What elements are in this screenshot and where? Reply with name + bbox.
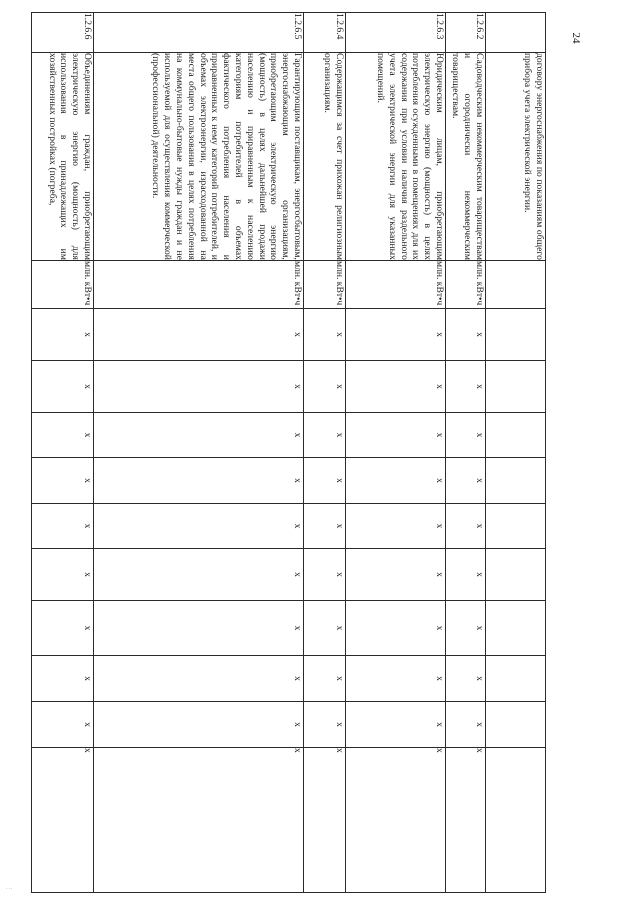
cell-mark: x: [304, 458, 346, 504]
cell-mark: x: [304, 309, 346, 361]
cell-mark: x: [94, 549, 304, 601]
cell-mark: x: [32, 458, 94, 504]
cell-mark: x: [346, 656, 446, 702]
cell-mark: x: [32, 504, 94, 549]
table-row: [446, 13, 486, 893]
cell-mark: x: [32, 656, 94, 702]
cell-mark: [486, 656, 546, 702]
cell-mark: x: [446, 702, 486, 748]
row-code: 1.2.6.6: [32, 13, 94, 53]
cell-mark: x: [446, 748, 486, 893]
cell-mark: x: [446, 656, 486, 702]
cell-mark: x: [446, 504, 486, 549]
cell-mark: [486, 309, 546, 361]
cell-mark: x: [346, 309, 446, 361]
cell-mark: x: [304, 601, 346, 656]
row-unit: млн. кВт•ч: [32, 261, 94, 309]
cell-mark: x: [32, 361, 94, 413]
cell-mark: [486, 549, 546, 601]
cell-mark: [486, 504, 546, 549]
cell-mark: x: [346, 413, 446, 458]
cell-mark: x: [94, 656, 304, 702]
cell-mark: x: [446, 413, 486, 458]
cell-mark: x: [304, 504, 346, 549]
cell-mark: x: [304, 656, 346, 702]
cell-mark: x: [304, 748, 346, 893]
cell-mark: [486, 413, 546, 458]
row-code: 1.2.6.2: [446, 13, 486, 53]
cell-mark: x: [304, 549, 346, 601]
cell-mark: x: [32, 413, 94, 458]
row-code: 1.2.6.5: [94, 13, 304, 53]
cell-mark: [486, 458, 546, 504]
row-unit: млн. кВт•ч: [304, 261, 346, 309]
cell-mark: x: [304, 413, 346, 458]
cell-mark: x: [32, 748, 94, 893]
row-description: [446, 53, 486, 261]
row-code: 1.2.6.3: [346, 13, 446, 53]
cell-mark: x: [94, 601, 304, 656]
cell-mark: x: [304, 702, 346, 748]
row-description-text: Объединениям граждан, приобретающим электрическую энергию (мощность) для использования в принадлежащих им хозяйственных постройках (погреба,: [46, 53, 93, 260]
cell-mark: [486, 702, 546, 748]
cell-mark: x: [94, 309, 304, 361]
cell-mark: x: [346, 748, 446, 893]
table-row: [94, 13, 304, 893]
cell-mark: x: [304, 361, 346, 413]
scan-edge-mark: ...: [6, 885, 14, 891]
cell-mark: x: [346, 601, 446, 656]
cell-mark: x: [346, 549, 446, 601]
cell-mark: x: [94, 413, 304, 458]
cell-mark: x: [94, 748, 304, 893]
cell-mark: [486, 601, 546, 656]
cell-mark: x: [346, 361, 446, 413]
cell-mark: x: [32, 702, 94, 748]
cell-mark: x: [32, 549, 94, 601]
row-description-text: Юридическим лицам, приобретающим электрическую энергию (мощность) в целях потребления осужденными в помещениях для их содержания при условии наличия раздельного учета электрической энергии для указанных помещений.: [375, 53, 445, 260]
row-description: [346, 53, 446, 261]
cell-mark: x: [32, 309, 94, 361]
cell-mark: [486, 361, 546, 413]
cell-mark: [486, 748, 546, 893]
cell-mark: x: [346, 702, 446, 748]
cell-mark: x: [346, 458, 446, 504]
cell-mark: x: [446, 361, 486, 413]
cell-mark: x: [94, 361, 304, 413]
table-row: [486, 13, 546, 893]
cell-mark: x: [346, 504, 446, 549]
row-description: [486, 53, 546, 261]
cell-mark: x: [94, 458, 304, 504]
row-code: [486, 13, 546, 53]
cell-mark: x: [446, 601, 486, 656]
row-unit: млн. кВт•ч: [346, 261, 446, 309]
table-row: [32, 13, 94, 893]
row-unit: [486, 261, 546, 309]
row-description: [94, 53, 304, 261]
table-row: [304, 13, 346, 893]
cell-mark: x: [446, 309, 486, 361]
row-unit: млн. кВт•ч: [94, 261, 304, 309]
cell-mark: x: [446, 549, 486, 601]
cell-mark: x: [94, 702, 304, 748]
cell-mark: x: [446, 458, 486, 504]
tariff-table: [31, 12, 546, 893]
cell-mark: x: [94, 504, 304, 549]
page-number: 24: [570, 32, 582, 44]
row-description-text: договору энергоснабжения по показаниям общего прибора учета электрической энергии.: [522, 53, 545, 260]
row-unit: млн. кВт•ч: [446, 261, 486, 309]
cell-mark: x: [32, 601, 94, 656]
row-description: [32, 53, 94, 261]
row-description-text: Садоводческим некоммерческим товариществам и огороднически некоммерческим товариществам.: [450, 53, 485, 260]
row-code: 1.2.6.4: [304, 13, 346, 53]
table-row: [346, 13, 446, 893]
row-description-text: Содержащимся за счет прихожан религиозным организациям.: [322, 53, 345, 260]
row-description-text: Гарантирующим поставщикам, энергосбытовым, энергоснабжающим организациям, приобретающим электрическую энергию (мощность) в целях дальнейшей продажи населению и приравненным к населению категориям потребителей в объемах фактического потребления населения и приравненных к нему категорий потребителей, и объемах электроэнергии, израсходованной на места общего пользования в целях потребления на коммунально-бытовые нужды граждан и не используемой для осуществления коммерческой (профессиональной) деятельности.: [150, 53, 303, 260]
row-description: [304, 53, 346, 261]
tariff-table-rotated: [32, 12, 546, 892]
